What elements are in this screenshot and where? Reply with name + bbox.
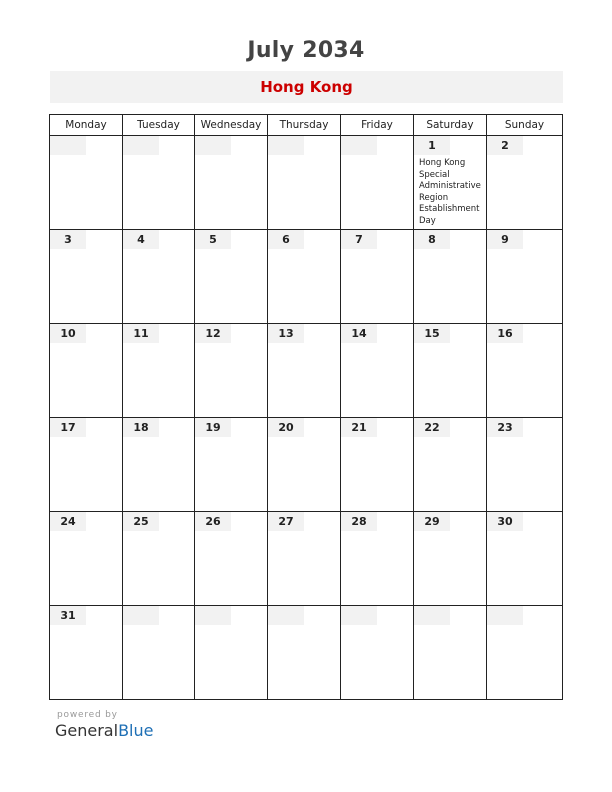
day-number [268, 136, 304, 155]
day-number: 10 [50, 324, 86, 343]
day-cell [123, 418, 195, 512]
day-cell [487, 136, 563, 230]
day-cell [195, 512, 268, 606]
day-number [123, 606, 159, 625]
day-cell [268, 136, 341, 230]
day-cell [414, 418, 487, 512]
day-cell [195, 418, 268, 512]
day-cell [414, 230, 487, 324]
day-cell [414, 512, 487, 606]
day-cell [341, 324, 414, 418]
weekday-header: Monday [50, 115, 123, 136]
day-cell [268, 230, 341, 324]
day-number: 20 [268, 418, 304, 437]
day-number: 6 [268, 230, 304, 249]
day-cell [487, 230, 563, 324]
day-number: 18 [123, 418, 159, 437]
weekday-header: Tuesday [123, 115, 195, 136]
day-number: 15 [414, 324, 450, 343]
day-cell [341, 136, 414, 230]
brand-general: General [55, 721, 119, 740]
day-number: 17 [50, 418, 86, 437]
weekday-header: Saturday [414, 115, 487, 136]
day-number: 1 [414, 136, 450, 155]
holiday-event: Hong Kong Special Administrative Region Establishment Day [419, 158, 481, 226]
day-number: 5 [195, 230, 231, 249]
day-number: 28 [341, 512, 377, 531]
day-cell [487, 324, 563, 418]
day-number [195, 606, 231, 625]
day-number: 26 [195, 512, 231, 531]
day-cell [268, 606, 341, 700]
week-row [50, 512, 563, 606]
day-number: 7 [341, 230, 377, 249]
weekday-header: Sunday [487, 115, 563, 136]
weekday-header: Thursday [268, 115, 341, 136]
day-number: 23 [487, 418, 523, 437]
day-cell [195, 606, 268, 700]
day-cell [341, 606, 414, 700]
day-number: 9 [487, 230, 523, 249]
day-number [123, 136, 159, 155]
day-number: 30 [487, 512, 523, 531]
powered-by-label: powered by [57, 710, 118, 720]
weekday-header: Wednesday [195, 115, 268, 136]
weekday-header: Friday [341, 115, 414, 136]
day-number: 21 [341, 418, 377, 437]
day-cell [414, 606, 487, 700]
day-cell [268, 512, 341, 606]
day-cell [50, 324, 123, 418]
day-cell [268, 418, 341, 512]
day-cell [195, 230, 268, 324]
day-cell [50, 230, 123, 324]
weekday-header-row [50, 115, 563, 136]
day-number: 22 [414, 418, 450, 437]
day-number [414, 606, 450, 625]
day-cell [341, 230, 414, 324]
day-number: 2 [487, 136, 523, 155]
week-row [50, 606, 563, 700]
day-cell [50, 606, 123, 700]
day-number: 8 [414, 230, 450, 249]
day-cell [123, 324, 195, 418]
day-cell [195, 136, 268, 230]
day-cell [50, 136, 123, 230]
day-number [50, 136, 86, 155]
brand-logo[interactable] [55, 721, 153, 740]
day-number: 11 [123, 324, 159, 343]
day-number: 16 [487, 324, 523, 343]
day-number: 12 [195, 324, 231, 343]
day-cell [123, 136, 195, 230]
day-cell [341, 418, 414, 512]
day-cell [341, 512, 414, 606]
day-number: 19 [195, 418, 231, 437]
day-cell [414, 136, 487, 230]
day-number: 3 [50, 230, 86, 249]
day-number [341, 136, 377, 155]
day-cell [487, 512, 563, 606]
day-number: 29 [414, 512, 450, 531]
day-cell [123, 606, 195, 700]
day-number: 13 [268, 324, 304, 343]
day-cell [123, 230, 195, 324]
day-number [341, 606, 377, 625]
day-number: 31 [50, 606, 86, 625]
day-cell [487, 418, 563, 512]
day-cell [487, 606, 563, 700]
day-number [268, 606, 304, 625]
day-number: 24 [50, 512, 86, 531]
day-cell [50, 512, 123, 606]
day-number: 27 [268, 512, 304, 531]
day-number: 4 [123, 230, 159, 249]
day-cell [123, 512, 195, 606]
brand-blue: Blue [118, 721, 154, 740]
day-number [195, 136, 231, 155]
week-row [50, 324, 563, 418]
page-title: July 2034 [247, 38, 365, 63]
region-name: Hong Kong [260, 78, 353, 96]
day-number: 25 [123, 512, 159, 531]
day-cell [50, 418, 123, 512]
calendar-grid [49, 114, 563, 700]
day-number: 14 [341, 324, 377, 343]
day-cell [414, 324, 487, 418]
week-row [50, 230, 563, 324]
region-bar [50, 71, 563, 103]
week-row [50, 136, 563, 230]
day-cell [195, 324, 268, 418]
day-number [487, 606, 523, 625]
day-cell [268, 324, 341, 418]
week-row [50, 418, 563, 512]
